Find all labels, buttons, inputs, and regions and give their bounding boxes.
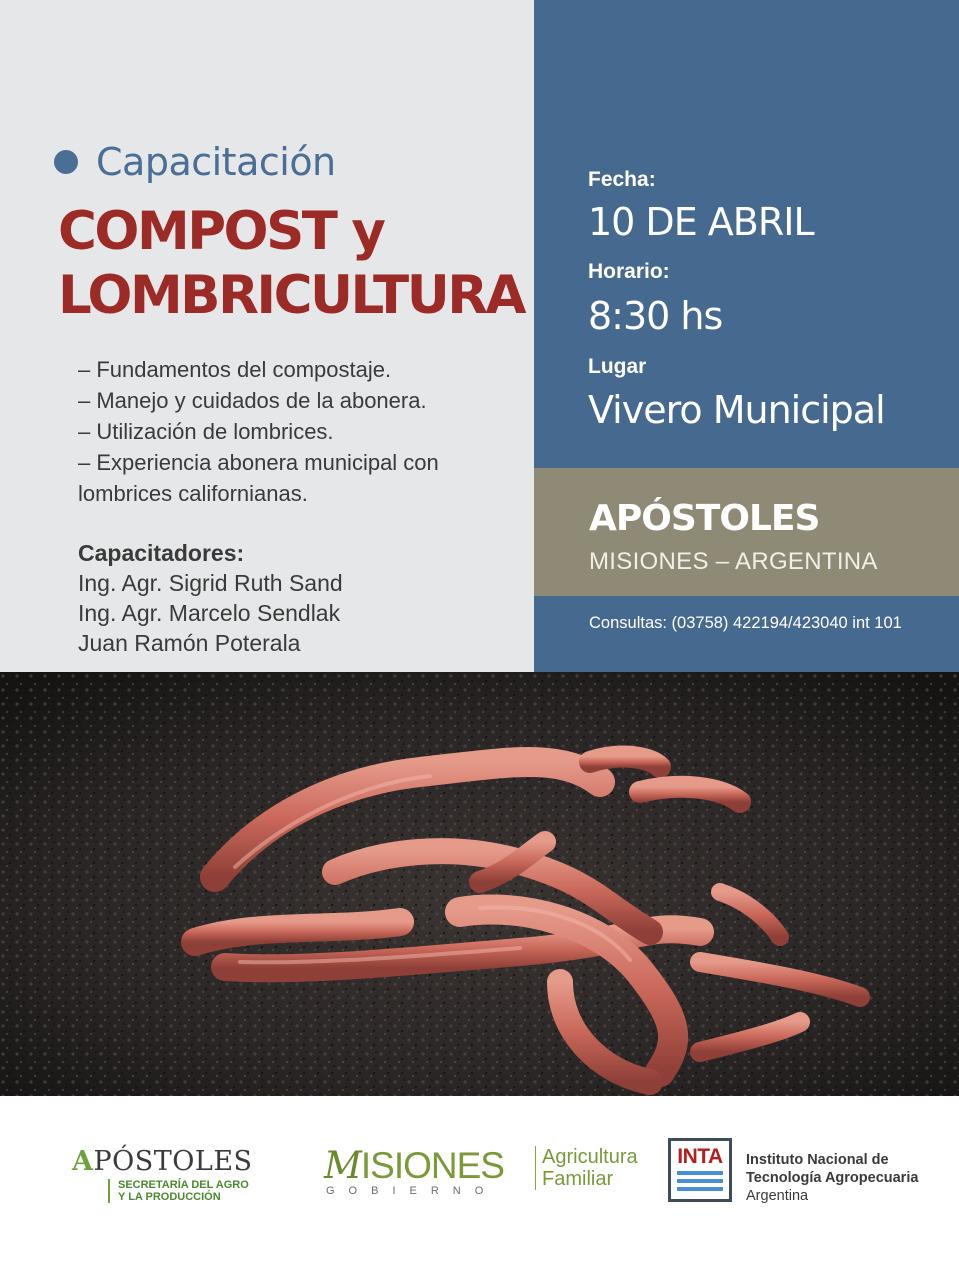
agricultura-line: Agricultura (542, 1146, 638, 1168)
earthworms-photo (0, 672, 959, 1096)
event-type-heading (54, 140, 336, 184)
time-value: 8:30 hs (588, 294, 723, 338)
topics-list (78, 354, 518, 509)
inta-logo-text (746, 1151, 918, 1205)
trainers-label: Capacitadores: (78, 540, 245, 566)
apostoles-logo-mark: A (72, 1146, 94, 1177)
time-label: Horario: (588, 260, 670, 283)
apostoles-logo-name: PÓSTOLES (93, 1146, 253, 1177)
topic-item: – Fundamentos del compostaje. (78, 357, 392, 382)
topic-item: – Manejo y cuidados de la abonera. (78, 388, 427, 413)
topic-item: – Experiencia abonera municipal con (78, 450, 439, 475)
agricultura-line: Familiar (542, 1168, 614, 1190)
event-title (58, 200, 528, 328)
trainers-block (78, 538, 343, 658)
date-label: Fecha: (588, 168, 656, 191)
misiones-logo-name: ISIONES (360, 1145, 504, 1186)
inta-logo-mark: INTA (671, 1145, 729, 1169)
misiones-logo-subtitle: GOBIERNO (326, 1185, 498, 1197)
date-value: 10 DE ABRIL (588, 200, 814, 244)
location-region: MISIONES – ARGENTINA (589, 548, 878, 575)
inta-text-line: Tecnología Agropecuaria (746, 1170, 919, 1186)
misiones-logo (324, 1144, 504, 1197)
place-label: Lugar (588, 355, 647, 378)
inta-text-line: Argentina (746, 1188, 809, 1204)
event-title-line-1: COMPOST y (58, 201, 384, 262)
contact-phone: Consultas: (03758) 422194/423040 int 101 (589, 614, 902, 632)
apostoles-logo-subtitle (108, 1179, 253, 1203)
misiones-logo-mark: M (324, 1144, 361, 1187)
event-type-label: Capacitación (96, 140, 336, 184)
trainer-name: Ing. Agr. Sigrid Ruth Sand (78, 570, 343, 596)
agricultura-familiar-logo (535, 1146, 638, 1190)
trainer-name: Ing. Agr. Marcelo Sendlak (78, 600, 341, 626)
inta-text-line: Instituto Nacional de (746, 1152, 889, 1168)
topic-item: – Utilización de lombrices. (78, 419, 334, 444)
place-value: Vivero Municipal (588, 388, 885, 432)
trainer-name: Juan Ramón Poterala (78, 630, 301, 656)
earthworms-image (0, 672, 959, 1096)
apostoles-sub-line: SECRETARÍA DEL AGRO (118, 1179, 249, 1191)
apostoles-logo (72, 1146, 253, 1203)
apostoles-sub-line: Y LA PRODUCCIÓN (118, 1191, 221, 1203)
inta-stripes-icon (677, 1171, 723, 1191)
inta-logo (668, 1138, 732, 1202)
event-title-line-2: LOMBRICULTURA (58, 265, 525, 326)
bullet-dot-icon (54, 150, 78, 174)
location-city: APÓSTOLES (589, 498, 820, 539)
topic-item-continuation: lombrices californianas. (78, 481, 308, 506)
